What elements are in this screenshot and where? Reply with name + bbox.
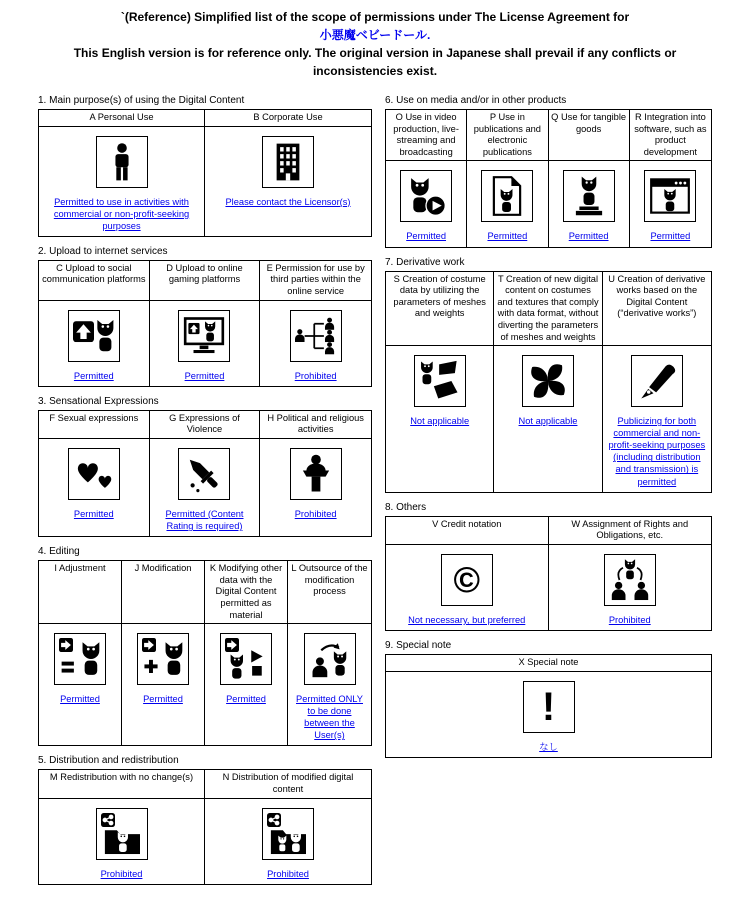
cell-h: [260, 439, 371, 536]
video-cat-play-icon: [405, 175, 447, 217]
icon-zone-v: [389, 549, 545, 611]
icon-zone-a: [42, 131, 201, 193]
header-h: H Political and religious activities: [260, 411, 371, 439]
third-party-network-icon: [290, 310, 342, 362]
status-i[interactable]: Permitted: [60, 694, 100, 705]
icon-zone-i: [42, 628, 118, 690]
section-6-heading: 6. Use on media and/or in other products: [385, 95, 567, 106]
texture-petals-icon: [527, 360, 569, 402]
material-cat-icon: [225, 638, 267, 680]
header-p: P Use in publications and electronic publications: [467, 110, 548, 161]
header-m: M Redistribution with no change(s): [39, 770, 205, 798]
status-f[interactable]: Permitted: [73, 508, 114, 519]
icon-zone-h: [263, 443, 368, 505]
person-icon: [96, 136, 148, 188]
header-l: L Outsource of the modification process: [288, 561, 371, 624]
section-8-table: [385, 516, 712, 631]
right-column: [385, 94, 712, 766]
header-k: K Modifying other data with the Digital Content permitted as material: [205, 561, 288, 624]
assignment-people-cat-icon: [609, 559, 651, 601]
icon-zone-r: [633, 165, 708, 227]
cell-j: [122, 624, 205, 745]
upload-gaming-monitor-cat-icon: [183, 315, 225, 357]
podium-speaker-icon: [290, 448, 342, 500]
header-d: D Upload to online gaming platforms: [150, 261, 261, 301]
two-column-layout: [38, 94, 712, 893]
icon-zone-l: [291, 628, 368, 690]
exclamation-icon: [523, 681, 575, 733]
section-7-heading: 7. Derivative work: [385, 256, 465, 268]
publication-page-cat-icon: [481, 170, 533, 222]
podium-speaker-icon: [295, 453, 337, 495]
modification-cat-icon: [137, 633, 189, 685]
section-4-editing: [38, 545, 372, 746]
section-6-media: [385, 94, 712, 248]
upload-social-cat-icon: [68, 310, 120, 362]
assignment-people-cat-icon: [604, 554, 656, 606]
status-q[interactable]: Permitted: [568, 231, 609, 242]
status-k[interactable]: Permitted: [226, 694, 266, 705]
tangible-figurine-cat-icon: [568, 175, 610, 217]
status-j[interactable]: Permitted: [143, 694, 183, 705]
status-s[interactable]: Not applicable: [410, 416, 470, 427]
header-f: F Sexual expressions: [39, 411, 150, 439]
icon-zone-p: [470, 165, 544, 227]
header-s: S Creation of costume data by utilizing the parameters of meshes and weights: [386, 272, 494, 347]
section-8-others: [385, 501, 712, 631]
icon-zone-o: [389, 165, 463, 227]
section-3-table: [38, 410, 372, 537]
header-c: C Upload to social communication platforms: [39, 261, 150, 301]
person-icon: [101, 141, 143, 183]
video-cat-play-icon: [400, 170, 452, 222]
knife-icon: [178, 448, 230, 500]
section-7-derivative: [385, 256, 712, 493]
cell-o: [386, 161, 467, 246]
upload-gaming-monitor-cat-icon: [178, 310, 230, 362]
icon-zone-t: [497, 350, 598, 412]
outsource-cat-icon: [304, 633, 356, 685]
status-u[interactable]: Publicizing for both commercial and non-profit-seeking purposes (including distribution and transmission) is permitted: [608, 416, 706, 487]
header-v: V Credit notation: [386, 517, 549, 545]
cell-a: [39, 127, 205, 236]
document-header: [38, 8, 712, 80]
status-n[interactable]: Prohibited: [267, 868, 309, 879]
section-5-heading: 5. Distribution and redistribution: [38, 755, 179, 767]
icon-zone-u: [606, 350, 708, 412]
building-icon: [267, 141, 309, 183]
copyright-icon: ©: [453, 558, 481, 600]
section-5-distribution: [38, 754, 372, 884]
icon-zone-g: [153, 443, 257, 505]
status-e[interactable]: Prohibited: [294, 370, 337, 381]
material-cat-icon: [220, 633, 272, 685]
section-3-sensational: [38, 395, 372, 537]
cell-v: [386, 545, 549, 630]
cell-x: [386, 672, 711, 757]
icon-zone-b: [208, 131, 368, 193]
building-icon: [262, 136, 314, 188]
section-1-table: [38, 109, 372, 237]
tangible-figurine-cat-icon: [563, 170, 615, 222]
cell-n: [205, 799, 371, 884]
header-i: I Adjustment: [39, 561, 122, 624]
adjustment-cat-icon: [59, 638, 101, 680]
cell-e: [260, 301, 371, 386]
icon-zone-f: [42, 443, 146, 505]
pen-icon: [631, 355, 683, 407]
icon-zone-j: [125, 628, 201, 690]
header-t: T Creation of new digital content on costumes and textures that comply with data format, without diverting the parameters of meshes and weights: [494, 272, 602, 347]
cell-f: [39, 439, 150, 536]
section-5-table: [38, 769, 372, 884]
cell-l: [288, 624, 371, 745]
cell-b: [205, 127, 371, 236]
cell-p: [467, 161, 548, 246]
status-p[interactable]: Permitted: [487, 231, 528, 242]
hearts-icon: [73, 453, 115, 495]
copyright-icon: [441, 554, 493, 606]
texture-petals-icon: [522, 355, 574, 407]
header-e: E Permission for use by third parties within the online service: [260, 261, 371, 301]
product-name: 小悪魔ベビードール.: [319, 28, 431, 42]
status-d[interactable]: Permitted: [184, 370, 225, 381]
pen-icon: [636, 360, 678, 402]
hearts-icon: [68, 448, 120, 500]
cell-t: [494, 346, 602, 491]
adjustment-cat-icon: [54, 633, 106, 685]
icon-zone-q: [552, 165, 626, 227]
section-4-heading: 4. Editing: [38, 546, 80, 558]
section-9-table: [385, 654, 712, 758]
cell-g: [150, 439, 261, 536]
cell-r: [630, 161, 711, 246]
status-b[interactable]: Please contact the Licensor(s): [225, 196, 351, 207]
cell-s: [386, 346, 494, 491]
status-g[interactable]: Permitted (Content Rating is required): [165, 508, 244, 532]
status-o[interactable]: Permitted: [406, 231, 447, 242]
status-l[interactable]: Permitted ONLY to be done between the User(s): [296, 694, 363, 741]
title-line: `(Reference) Simplified list of the scope of permissions under The License Agreement for: [120, 10, 630, 24]
cell-c: [39, 301, 150, 386]
icon-zone-d: [153, 305, 257, 367]
header-b: B Corporate Use: [205, 110, 371, 127]
section-1-heading: 1. Main purpose(s) of using the Digital Content: [38, 95, 245, 106]
section-6-table: [385, 109, 712, 248]
cell-k: [205, 624, 288, 745]
icon-zone-x: [389, 676, 708, 738]
third-party-network-icon: [295, 315, 337, 357]
software-window-cat-icon: [644, 170, 696, 222]
left-column: [38, 94, 372, 893]
section-8-heading: 8. Others: [385, 501, 427, 513]
section-1-main-purpose: [38, 94, 372, 237]
section-2-table: [38, 260, 372, 387]
header-q: Q Use for tangible goods: [549, 110, 630, 161]
icon-zone-k: [208, 628, 284, 690]
header-w: W Assignment of Rights and Obligations, etc.: [549, 517, 712, 545]
section-3-heading: 3. Sensational Expressions: [38, 395, 159, 407]
icon-zone-w: [552, 549, 709, 611]
icon-zone-c: [42, 305, 146, 367]
header-n: N Distribution of modified digital content: [205, 770, 371, 798]
icon-zone-e: [263, 305, 368, 367]
section-9-heading: 9. Special note: [385, 639, 452, 651]
exclamation-icon: !: [541, 684, 556, 729]
status-t[interactable]: Not applicable: [518, 416, 578, 427]
section-7-table: [385, 271, 712, 493]
cell-w: [549, 545, 712, 630]
upload-social-cat-icon: [73, 315, 115, 357]
status-r[interactable]: Permitted: [650, 231, 691, 242]
outsource-cat-icon: [309, 638, 351, 680]
modification-cat-icon: [142, 638, 184, 680]
cell-q: [549, 161, 630, 246]
knife-icon: [183, 453, 225, 495]
header-a: A Personal Use: [39, 110, 205, 127]
section-9-special-note: [385, 639, 712, 758]
costume-data-cat-icon: [419, 360, 461, 402]
status-m[interactable]: Prohibited: [100, 868, 143, 879]
status-h[interactable]: Prohibited: [294, 508, 337, 519]
section-2-heading: 2. Upload to internet services: [38, 245, 168, 257]
status-w[interactable]: Prohibited: [608, 614, 651, 625]
status-x[interactable]: なし: [539, 741, 558, 752]
publication-page-cat-icon: [486, 175, 528, 217]
header-x: X Special note: [386, 655, 711, 672]
cell-d: [150, 301, 261, 386]
section-2-upload: [38, 245, 372, 387]
cell-m: [39, 799, 205, 884]
cell-i: [39, 624, 122, 745]
costume-data-cat-icon: [414, 355, 466, 407]
icon-zone-s: [389, 350, 490, 412]
section-4-table: [38, 560, 372, 746]
title-disclaimer: This English version is for reference only. The original version in Japanese shall prevail if any conflicts or inconsistencies exist.: [73, 46, 677, 78]
header-g: G Expressions of Violence: [150, 411, 261, 439]
header-o: O Use in video production, live-streaming and broadcasting: [386, 110, 467, 161]
header-u: U Creation of derivative works based on the Digital Content (“derivative works”): [603, 272, 711, 347]
software-window-cat-icon: [649, 175, 691, 217]
status-v[interactable]: Not necessary, but preferred: [408, 614, 526, 625]
status-a[interactable]: Permitted to use in activities with commercial or non-profit-seeking purposes: [53, 196, 190, 231]
header-r: R Integration into software, such as product development: [630, 110, 711, 161]
header-j: J Modification: [122, 561, 205, 624]
status-c[interactable]: Permitted: [73, 370, 114, 381]
cell-u: [603, 346, 711, 491]
